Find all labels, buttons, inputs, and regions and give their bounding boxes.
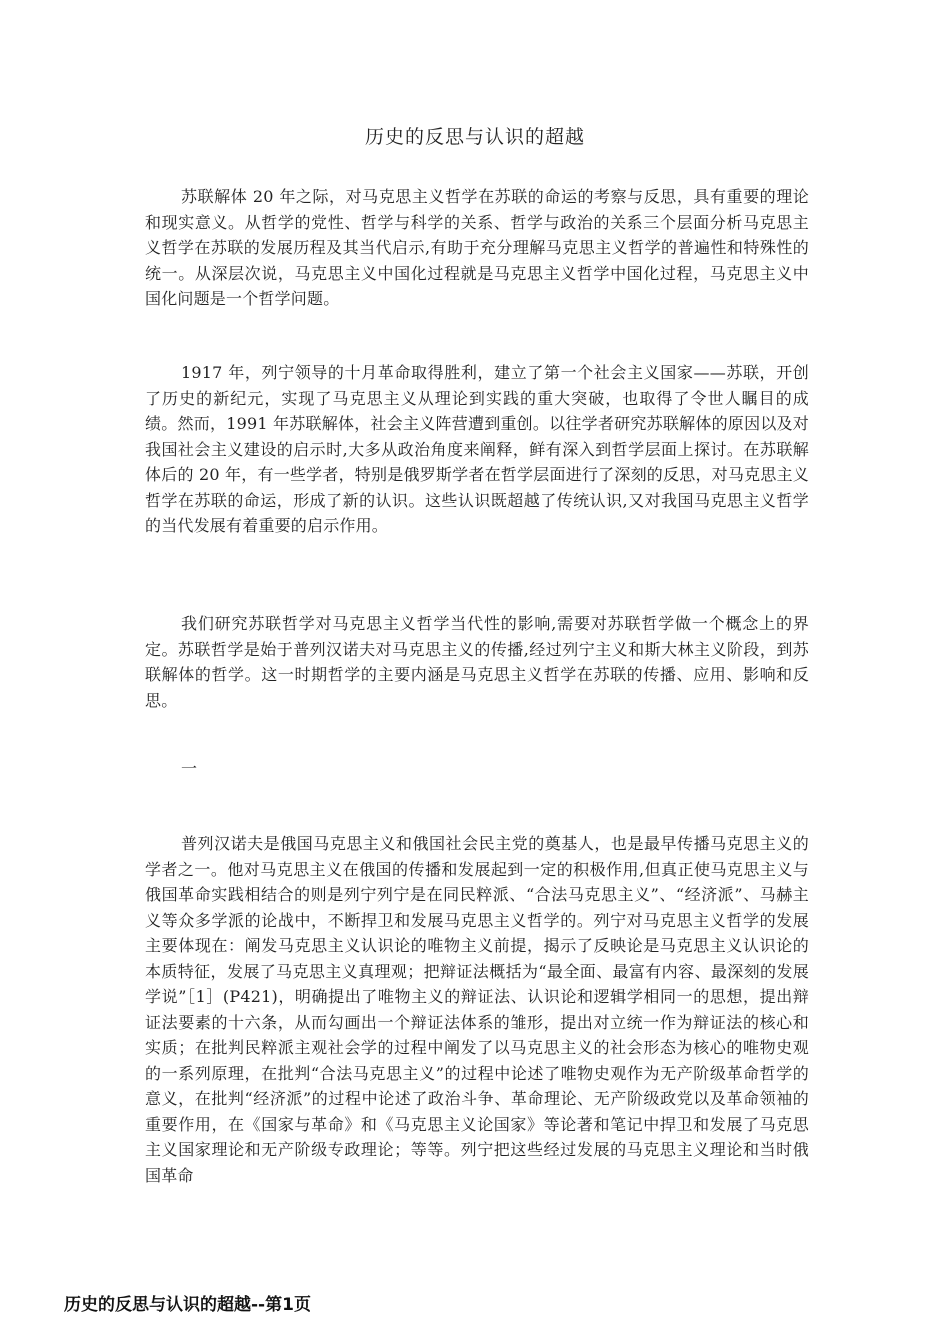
paragraph-definition: 我们研究苏联哲学对马克思主义哲学当代性的影响,需要对苏联哲学做一个概念上的界定。苏联哲学是始于普列汉诺夫对马克思主义的传播,经过列宁主义和斯大林主义阶段，到苏联解体的哲学。这一时期哲学的主要内涵是马克思主义哲学在苏联的传播、应用、影响和反思。 <box>145 614 809 710</box>
document-title: 历史的反思与认识的超越 <box>364 126 585 148</box>
section-number: 一 <box>181 759 198 778</box>
paragraph-abstract: 苏联解体 20 年之际，对马克思主义哲学在苏联的命运的考察与反思，具有重要的理论和现实意义。从哲学的党性、哲学与科学的关系、哲学与政治的关系三个层面分析马克思主义哲学在苏联的发展历程及其当代启示,有助于充分理解马克思主义哲学的普遍性和特殊性的统一。从深层次说，马克思主义中国化过程就是马克思主义哲学中国化过程，马克思主义中国化问题是一个哲学问题。 <box>145 187 809 308</box>
paragraph-intro: 1917 年，列宁领导的十月革命取得胜利，建立了第一个社会主义国家——苏联，开创了历史的新纪元，实现了马克思主义从理论到实践的重大突破，也取得了令世人瞩目的成绩。然而，1991 年苏联解体，社会主义阵营遭到重创。以往学者研究苏联解体的原因以及对我国社会主义建设的启示时,大多从政治角度来阐释，鲜有深入到哲学层面上探讨。在苏联解体后的 20 年，有一些学者，特别是俄罗斯学者在哲学层面进行了深刻的反思，对马克思主义哲学在苏联的命运，形成了新的认识。这些认识既超越了传统认识,又对我国马克思主义哲学的当代发展有着重要的启示作用。 <box>145 363 809 535</box>
page-footer: 历史的反思与认识的超越--第1页 <box>64 1295 311 1315</box>
paragraph-section-one: 普列汉诺夫是俄国马克思主义和俄国社会民主党的奠基人，也是最早传播马克思主义的学者之一。他对马克思主义在俄国的传播和发展起到一定的积极作用,但真正使马克思主义与俄国革命实践相结合的则是列宁列宁是在同民粹派、“合法马克思主义”、“经济派”、马赫主义等众多学派的论战中，不断捍卫和发展马克思主义哲学的。列宁对马克思主义哲学的发展主要体现在：阐发马克思主义认识论的唯物主义前提，揭示了反映论是马克思主义认识论的本质特征，发展了马克思主义真理观；把辩证法概括为“最全面、最富有内容、最深刻的发展学说”［1］(P421)，明确提出了唯物主义的辩证法、认识论和逻辑学相同一的思想，提出辩证法要素的十六条，从而勾画出一个辩证法体系的雏形，提出对立统一作为辩证法的核心和实质；在批判民粹派主观社会学的过程中阐发了以马克思主义的社会形态为核心的唯物史观的一系列原理，在批判“合法马克思主义”的过程中论述了唯物史观作为无产阶级革命哲学的意义，在批判“经济派”的过程中论述了政治斗争、革命理论、无产阶级政党以及革命领袖的重要作用，在《国家与革命》和《马克思主义论国家》等论著和笔记中捍卫和发展了马克思主义国家理论和无产阶级专政理论；等等。列宁把这些经过发展的马克思主义理论和当时俄国革命 <box>145 834 809 1185</box>
